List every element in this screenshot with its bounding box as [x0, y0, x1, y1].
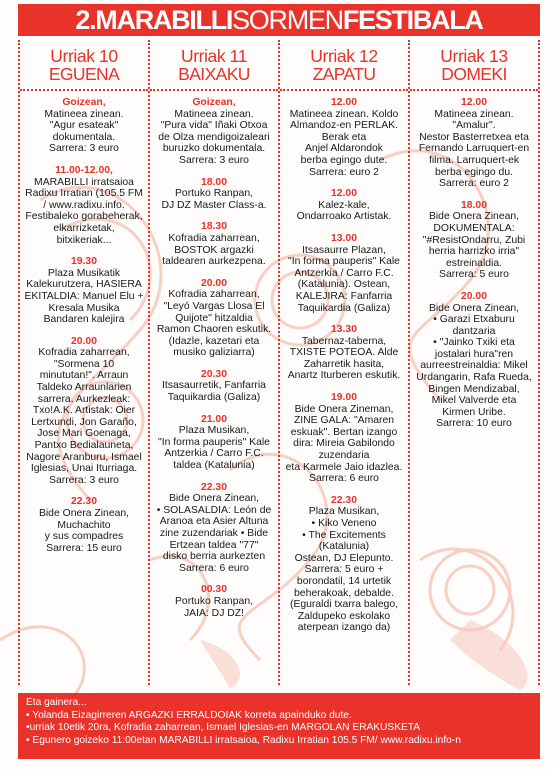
- event-description-line: Radixu Irratian (105.5 FM: [25, 188, 143, 200]
- event-price: Sarrera: 5 euro: [439, 269, 509, 281]
- event-description-line: EKITALDIA: Manuel Elu +: [24, 290, 144, 302]
- event-description-line: dokumentala.: [52, 131, 116, 143]
- event-entry: [154, 369, 274, 404]
- event-description-line: DOKUMENTALA:: [433, 222, 515, 234]
- event-description-line: Bide Onera Zinean,: [428, 302, 520, 314]
- event-description-line: Kalez-kale,: [318, 199, 370, 211]
- event-description-line: Antzerkia / Carro F.C.: [294, 267, 394, 279]
- event-description-line: Ramon Chaoren eskutik.: [156, 324, 272, 336]
- event-entry: [24, 165, 144, 246]
- day-column-11: [148, 40, 278, 685]
- event-description-line: Muchachito: [57, 519, 111, 531]
- event-description-line: de Olza mendigoizaleari: [158, 131, 270, 143]
- event-description-line: MARABILLI irratsaioa: [34, 176, 134, 188]
- event-description-line: Fernando Larruquert-en: [418, 143, 530, 155]
- event-description-line: dantzaria: [452, 325, 496, 337]
- event-description-line: Txo!A.K. Artistak: Oier: [32, 405, 136, 417]
- event-entry: [284, 324, 404, 382]
- event-description-line: (Katalunia): [318, 541, 370, 553]
- event-time: 18.00: [460, 199, 487, 211]
- footer-item: • Yolanda Eizagirreren ARGAZKI ERRALDOIAK korreta apainduko dute.: [26, 709, 352, 721]
- event-description-line: estreinaldia.: [445, 257, 503, 269]
- event-time: 22.30: [200, 481, 227, 493]
- event-description-line: eta Karmele Jaio idazlea.: [285, 461, 403, 473]
- day-date: Urriak 10: [50, 46, 118, 66]
- event-description-line: Matineea zinean.: [44, 108, 124, 120]
- event-description-line: taldearen aurkezpena.: [162, 256, 266, 268]
- event-description-line: Kalekurutzera, HASIERA: [26, 279, 142, 291]
- event-description-line: Bide Onera Zinean,: [38, 508, 130, 519]
- event-description-line: musiko galiziarra): [173, 347, 255, 359]
- event-description-line: Anjel Aldarondok: [305, 143, 383, 155]
- event-price: Sarrera: 6 euro: [309, 473, 379, 485]
- event-list: [24, 97, 144, 554]
- day-date: Urriak 12: [310, 46, 378, 66]
- event-time: Goizean,: [192, 97, 236, 108]
- event-entry: [414, 291, 534, 430]
- event-description-line: "#ResistOndarru, Zubi: [422, 234, 526, 246]
- event-time: 22.30: [330, 494, 357, 506]
- event-description-line: "Amalur".: [452, 120, 496, 132]
- event-description-line: Almandoz-en PERLAK.: [289, 120, 398, 132]
- event-description-line: Tabernaz-taberna,: [301, 335, 387, 347]
- footer-notes: [18, 693, 540, 759]
- event-description-line: "Sormena 10: [53, 358, 115, 370]
- event-description-line: Matineea zinean.: [434, 108, 514, 120]
- event-description-line: "Agur esateak": [49, 120, 119, 132]
- event-entry: [284, 233, 404, 314]
- event-description-line: Bide Onera Zineman,: [294, 403, 394, 415]
- event-description-line: TXISTE POTEOA. Alde: [289, 347, 399, 359]
- event-time: 13.30: [330, 324, 357, 336]
- event-description-line: Jose Mari Goenaga,: [37, 428, 131, 440]
- event-description-line: zine zuzendariak • Bide: [159, 528, 269, 539]
- footer-intro: Eta gainera...: [26, 697, 87, 708]
- event-price: Sarrera: 6 euro: [179, 562, 249, 574]
- event-description-line: "In forma pauperis" Kale: [158, 436, 270, 448]
- day-name: ZAPATU: [312, 64, 376, 84]
- divider: [410, 89, 538, 91]
- event-description-line: Kofradia zaharrean,: [168, 289, 260, 301]
- event-description-line: / www.radixu.info.: [43, 199, 125, 211]
- event-description-line: Festibaleko gorabeherak,: [25, 211, 143, 223]
- event-description-line: aurreestreinaldia: Mikel: [420, 360, 528, 372]
- event-entry: [24, 336, 144, 487]
- event-description-line: Ostean, DJ Elepunto.: [294, 552, 394, 564]
- divider: [280, 89, 408, 91]
- event-description-line: "In forma pauperis" Kale: [288, 256, 400, 268]
- event-description-line: herria harrizko irria": [428, 246, 520, 258]
- event-entry: [414, 200, 534, 281]
- event-time: 12.00: [330, 97, 357, 108]
- event-entry: [154, 97, 274, 167]
- event-price: Sarrera: 3 euro: [179, 154, 249, 166]
- event-description-line: (Katalunia). Ostean,: [297, 279, 391, 291]
- event-price: Sarrera: euro 2: [309, 166, 379, 178]
- event-description-line: • The Excitements: [302, 529, 386, 541]
- event-description-line: Kofradia zaharrean,: [168, 232, 260, 244]
- event-entry: [154, 221, 274, 267]
- event-time: 20.00: [70, 335, 97, 347]
- event-description-line: Quijote" hitzaldia: [175, 312, 253, 324]
- event-price: Sarrera: 5 euro + borondatil, 14 urtetik beherakoak, debalde. (Eguraldi txarra balego, Zaldupeko eskolako aterpean izango da): [289, 564, 398, 634]
- event-description-line: Bingen Mendizabal,: [428, 383, 520, 395]
- event-description-line: jostalari hura"ren: [434, 348, 514, 360]
- event-entry: [284, 97, 404, 178]
- festival-title-banner: [18, 4, 540, 36]
- event-description-line: (Idazle, kazetari eta: [168, 335, 260, 347]
- schedule-grid: [18, 40, 540, 685]
- event-entry: [154, 278, 274, 359]
- event-description-line: zuzendaria: [318, 450, 370, 462]
- event-description-line: disko berria aurkezten: [162, 551, 266, 563]
- event-description-line: Taquikardia (Galiza): [167, 392, 261, 404]
- event-time: 18.00: [200, 176, 227, 188]
- event-price: Sarrera: euro 2: [439, 178, 509, 190]
- event-description-line: sarrera. Aurkezleak:: [37, 393, 131, 405]
- event-entry: [284, 392, 404, 485]
- event-entry: [154, 414, 274, 472]
- footer-item: • Egunero goizeko 11:00etan MARABILLI irratsaioa, Radixu Irratian 105.5 FM/ www.radixu.info-n: [26, 734, 461, 746]
- event-description-line: filma. Larruquert-ek: [428, 154, 520, 166]
- event-time: 21.00: [200, 413, 227, 425]
- event-time: 18.30: [200, 221, 227, 233]
- event-time: 19.00: [330, 392, 357, 404]
- day-name: BAIXAKU: [178, 64, 250, 84]
- day-column-12: [278, 40, 408, 685]
- event-description-line: Ertzean taldea "77": [169, 539, 259, 551]
- day-date: Urriak 13: [440, 46, 508, 66]
- event-list: [154, 97, 274, 619]
- event-description-line: Mikel Valverde eta: [431, 395, 517, 407]
- event-description-line: Ondarroako Artistak.: [296, 211, 392, 223]
- event-description-line: Bide Onera Zinean,: [168, 493, 260, 505]
- event-description-line: • SOLASALDIA: León de: [156, 504, 272, 516]
- event-description-line: berba egingo dute.: [300, 154, 388, 166]
- event-description-line: "Pura vida" Iñaki Otxoa: [160, 120, 268, 132]
- day-date: Urriak 11: [180, 46, 248, 66]
- event-description-line: Nestor Basterretxea eta: [419, 131, 529, 143]
- footer-item: •urriak 10etik 20ra, Kofradia zaharrean, Ismael Iglesias-en MARGOLAN ERAKUSKETA: [26, 722, 421, 734]
- divider: [20, 89, 148, 91]
- event-description-line: Bandaren kalejira: [43, 314, 125, 326]
- event-description-line: bitxikeriak...: [56, 234, 112, 246]
- event-time: 20.00: [460, 290, 487, 302]
- event-description-line: eskuak". Bertan izango: [290, 426, 398, 438]
- event-price: Sarrera: 3 euro: [49, 143, 119, 155]
- event-description-line: dira: Mireia Gabilondo: [293, 438, 395, 450]
- event-description-line: BOSTOK argazki: [174, 244, 254, 256]
- event-description-line: "Leyó Vargas Llosa El: [163, 300, 265, 312]
- event-description-line: minututan!". Arraun: [39, 370, 129, 382]
- event-description-line: • "Jainko Txiki eta: [433, 337, 515, 349]
- event-description-line: JAIA: DJ DZ!: [183, 607, 245, 619]
- event-entry: [24, 97, 144, 155]
- event-time: 00.30: [200, 584, 227, 596]
- event-description-line: Aranoa eta Asier Altuna: [159, 516, 269, 528]
- event-time: 11.00-12.00,: [55, 164, 113, 176]
- event-description-line: • Kiko Veneno: [311, 518, 377, 529]
- event-description-line: Kresala Musika: [48, 302, 120, 314]
- event-time: 13.00: [330, 232, 357, 244]
- event-list: [284, 97, 404, 634]
- event-list: [414, 97, 534, 430]
- event-description-line: Itsasaurretik, Fanfarria: [162, 380, 266, 392]
- event-time: 20.00: [200, 277, 227, 289]
- event-entry: [414, 97, 534, 190]
- event-entry: [284, 188, 404, 223]
- event-description-line: Taquikardia (Galiza): [297, 302, 391, 314]
- event-description-line: berba egingo du.: [435, 166, 513, 178]
- event-description-line: Nagore Aranburu, Ismael: [26, 451, 142, 463]
- event-description-line: Plaza Musikan,: [308, 506, 380, 518]
- event-time: Goizean,: [62, 97, 106, 108]
- event-description-line: Plaza Musikan,: [178, 425, 250, 437]
- event-description-line: Matineea zinean.: [174, 108, 254, 120]
- event-entry: [154, 584, 274, 619]
- day-name: EGUENA: [48, 64, 120, 84]
- event-description-line: ZINE GALA: "Amaren: [293, 415, 395, 427]
- title-middle: SORMEN: [232, 4, 343, 35]
- event-description-line: Anartz Iturberen eskutik.: [287, 370, 401, 382]
- divider: [150, 89, 278, 91]
- event-description-line: Iglesias, Unai Iturriaga.: [30, 463, 138, 475]
- event-description-line: Matineea zinean. Koldo: [289, 108, 399, 120]
- event-description-line: Zaharretik hasita,: [303, 358, 385, 370]
- event-time: 19.30: [70, 256, 97, 268]
- event-description-line: Portuko Ranpan,: [175, 595, 253, 607]
- event-entry: [154, 482, 274, 575]
- event-time: 20.30: [200, 368, 227, 380]
- event-entry: [154, 177, 274, 212]
- event-price: Sarrera: 15 euro: [46, 542, 122, 554]
- event-entry: [24, 496, 144, 554]
- event-price: Sarrera: 10 euro: [436, 418, 512, 430]
- event-description-line: Berak eta: [321, 131, 367, 143]
- event-time: 22.30: [70, 496, 97, 508]
- event-description-line: taldea (Katalunia): [173, 460, 255, 472]
- event-price: Sarrera: 3 euro: [49, 474, 119, 486]
- event-time: 12.00: [330, 188, 357, 200]
- event-description-line: Bide Onera Zinean,: [428, 211, 520, 223]
- event-description-line: Pantxo Bedialauneta,: [34, 440, 134, 452]
- event-description-line: Portuko Ranpan,: [175, 188, 253, 200]
- event-description-line: DJ DZ Master Class-a.: [161, 199, 267, 211]
- event-description-line: Kirmen Uribe.: [442, 406, 506, 418]
- event-description-line: Kofradia zaharrean,: [38, 347, 130, 359]
- day-name: DOMEKI: [441, 64, 507, 84]
- event-description-line: Plaza Musikatik: [47, 267, 121, 279]
- day-column-13: [408, 40, 540, 685]
- event-description-line: Itsasaurre Plazan,: [302, 244, 386, 256]
- event-time: 12.00: [460, 97, 487, 108]
- day-column-10: [18, 40, 148, 685]
- event-description-line: elkarrizketak,: [53, 222, 115, 234]
- event-entry: [24, 256, 144, 326]
- event-description-line: • Garazi Etxaburu: [433, 314, 515, 326]
- event-description-line: y sus compadres: [44, 531, 124, 543]
- title-end: FESTIBALA: [342, 4, 483, 35]
- event-description-line: buruzko dokumentala.: [162, 143, 266, 155]
- event-description-line: KALEJIRA: Fanfarria: [295, 290, 393, 302]
- event-description-line: Lertxundi, Jon Garaño,: [31, 416, 137, 428]
- event-entry: [284, 495, 404, 634]
- title-number: 2.MARABILLI: [75, 4, 233, 35]
- event-description-line: Taldeko Arraunlarien: [36, 382, 132, 394]
- event-description-line: Antzerkia / Carro F.C.: [164, 448, 264, 460]
- event-description-line: Urdangarin, Rafa Rueda,: [416, 372, 532, 384]
